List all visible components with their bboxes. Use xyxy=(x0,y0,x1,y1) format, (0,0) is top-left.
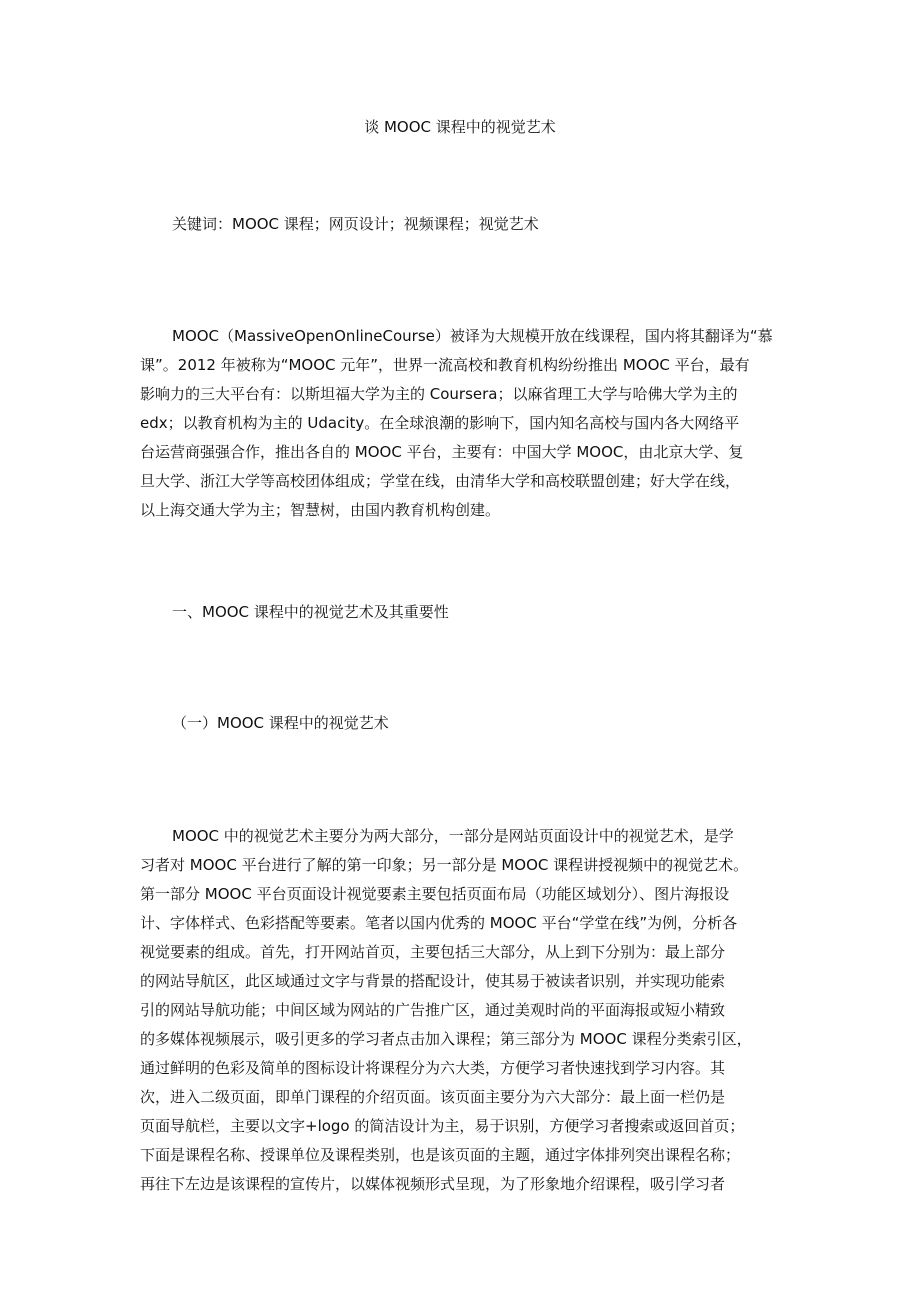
paragraph-line: 引的网站导航功能；中间区域为网站的广告推广区，通过美观时尚的平面海报或短小精致 xyxy=(140,1001,726,1019)
paragraph-line: 以上海交通大学为主；智慧树，由国内教育机构创建。 xyxy=(140,501,501,519)
paragraph-line: 次，进入二级页面，即单门课程的介绍页面。该页面主要分为六大部分：最上面一栏仍是 xyxy=(140,1088,726,1106)
paragraph-line: 的多媒体视频展示，吸引更多的学习者点击加入课程；第三部分为 MOOC 课程分类索引区， xyxy=(140,1030,752,1048)
paragraph-line: 课”。2012 年被称为“MOOC 元年”，世界一流高校和教育机构纷纷推出 MOOC 平台，最有 xyxy=(140,356,750,374)
body-paragraph xyxy=(140,822,780,1199)
paragraph-line: 下面是课程名称、授课单位及课程类别，也是该页面的主题，通过字体排列突出课程名称； xyxy=(140,1146,741,1164)
paragraph-line: edx；以教育机构为主的 Udacity。在全球浪潮的影响下，国内知名高校与国内各大网络平 xyxy=(140,414,740,432)
paragraph-line: 视觉要素的组成。首先，打开网站首页，主要包括三大部分，从上到下分别为：最上部分 xyxy=(140,943,726,961)
document-title: 谈 MOOC 课程中的视觉艺术 xyxy=(364,118,556,136)
paragraph-line: 计、字体样式、色彩搭配等要素。笔者以国内优秀的 MOOC 平台“学堂在线”为例，分析各 xyxy=(140,914,738,932)
paragraph-line: 台运营商强强合作，推出各自的 MOOC 平台，主要有：中国大学 MOOC，由北京大学、复 xyxy=(140,443,744,461)
paragraph-line: 习者对 MOOC 平台进行了解的第一印象；另一部分是 MOOC 课程讲授视频中的视觉艺术。 xyxy=(140,856,749,874)
paragraph-line: 页面导航栏，主要以文字+logo 的简洁设计为主，易于识别，方便学习者搜索或返回首页； xyxy=(140,1117,745,1135)
paragraph-line: 影响力的三大平台有：以斯坦福大学为主的 Coursera；以麻省理工大学与哈佛大学为主的 xyxy=(140,385,738,403)
paragraph-line: MOOC 中的视觉艺术主要分为两大部分，一部分是网站页面设计中的视觉艺术，是学 xyxy=(172,827,734,845)
keywords-line: 关键词：MOOC 课程；网页设计；视频课程；视觉艺术 xyxy=(172,215,539,233)
paragraph-line: 通过鲜明的色彩及简单的图标设计将课程分为六大类，方便学习者快速找到学习内容。其 xyxy=(140,1059,726,1077)
paragraph-line: 再往下左边是该课程的宣传片，以媒体视频形式呈现，为了形象地介绍课程，吸引学习者 xyxy=(140,1175,726,1193)
paragraph-line: MOOC（MassiveOpenOnlineCourse）被译为大规模开放在线课程，国内将其翻译为“慕 xyxy=(172,327,773,345)
paragraph-line: 第一部分 MOOC 平台页面设计视觉要素主要包括页面布局（功能区域划分）、图片海报设 xyxy=(140,885,730,903)
intro-paragraph xyxy=(140,322,780,525)
paragraph-line: 旦大学、浙江大学等高校团体组成；学堂在线，由清华大学和高校联盟创建；好大学在线， xyxy=(140,472,741,490)
subsection-heading: （一）MOOC 课程中的视觉艺术 xyxy=(172,714,389,732)
section-heading: 一、MOOC 课程中的视觉艺术及其重要性 xyxy=(172,603,449,621)
paragraph-line: 的网站导航区，此区域通过文字与背景的搭配设计，使其易于被读者识别，并实现功能索 xyxy=(140,972,726,990)
